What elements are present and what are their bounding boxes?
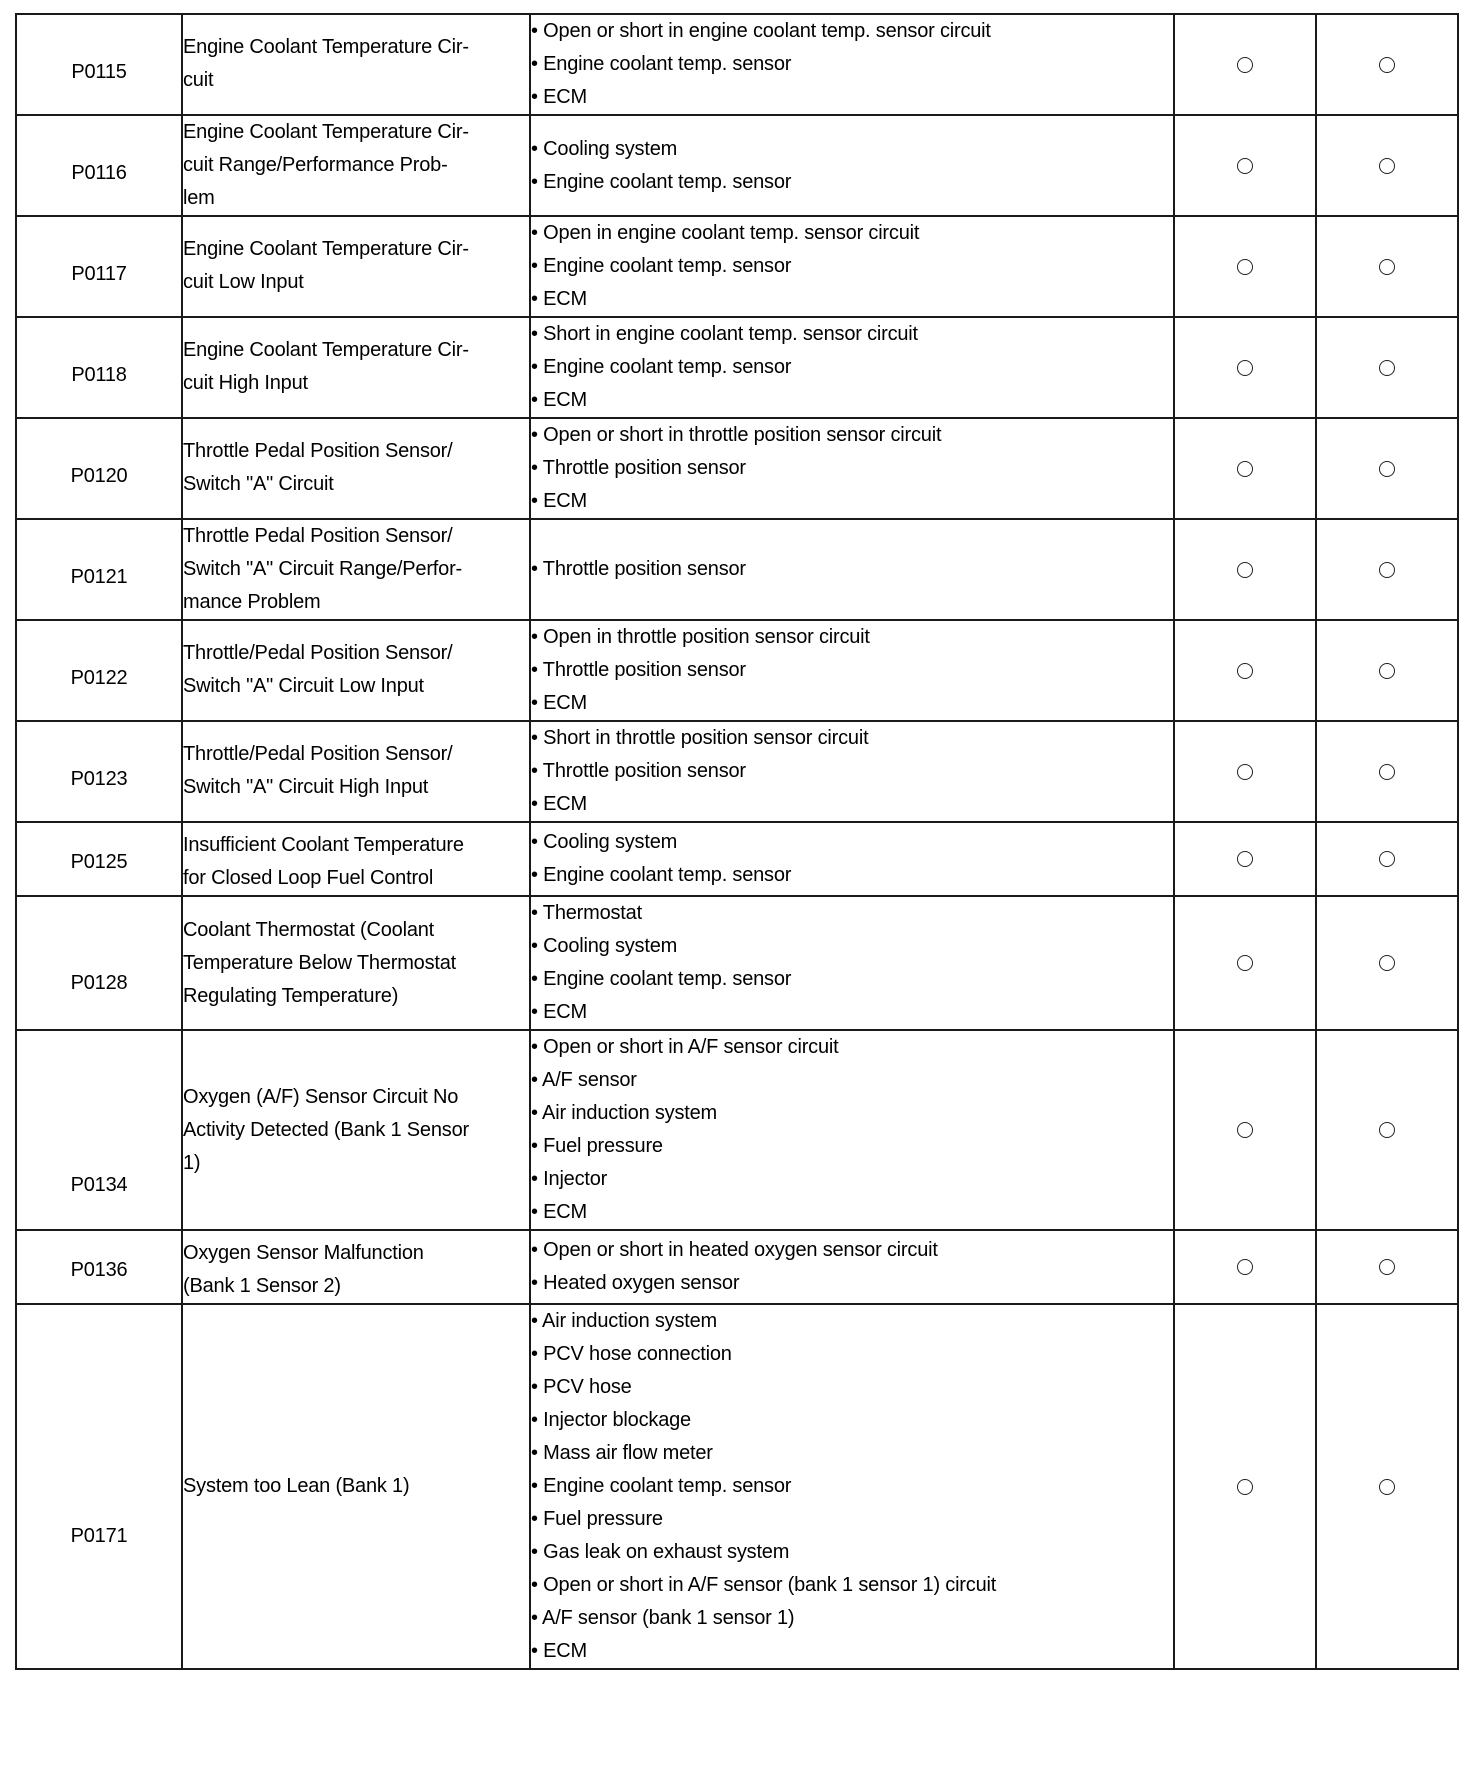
mark-column-1 — [1174, 822, 1316, 896]
mark-column-1 — [1174, 620, 1316, 721]
dtc-code-cell — [16, 418, 182, 519]
trouble-area-item: • Engine coolant temp. sensor — [531, 356, 792, 378]
mark-column-1 — [1174, 896, 1316, 1030]
trouble-area-item: • Cooling system — [531, 831, 678, 853]
dtc-code: P0136 — [70, 1258, 128, 1281]
trouble-area-item: • Injector blockage — [531, 1409, 691, 1431]
trouble-area-cell — [530, 620, 1174, 721]
dtc-code: P0134 — [70, 1173, 128, 1196]
mark-column-2 — [1316, 216, 1458, 317]
detection-item-cell — [182, 1030, 530, 1230]
dtc-code-cell — [16, 1230, 182, 1304]
trouble-area-item: • Cooling system — [531, 935, 678, 957]
table-row — [16, 418, 1458, 519]
detection-item-cell — [182, 14, 530, 115]
trouble-area-item: • Gas leak on exhaust system — [531, 1541, 790, 1563]
circle-mark-icon — [1379, 57, 1395, 73]
dtc-code-cell — [16, 1030, 182, 1230]
detection-item-cell — [182, 216, 530, 317]
trouble-area-item: • Open or short in A/F sensor circuit — [531, 1036, 839, 1058]
circle-mark-icon — [1237, 1479, 1253, 1495]
detection-item: Throttle/Pedal Position Sensor/ Switch "A" Circuit Low Input — [183, 642, 453, 697]
trouble-area-item: • Fuel pressure — [531, 1508, 663, 1530]
dtc-code: P0117 — [71, 263, 127, 285]
trouble-area-cell — [530, 1304, 1174, 1669]
table-row — [16, 317, 1458, 418]
table-row — [16, 721, 1458, 822]
circle-mark-icon — [1237, 57, 1253, 73]
dtc-code-cell — [16, 620, 182, 721]
trouble-area-item: • Fuel pressure — [531, 1135, 663, 1157]
mark-column-1 — [1174, 1030, 1316, 1230]
circle-mark-icon — [1237, 1122, 1253, 1138]
detection-item-cell — [182, 1304, 530, 1669]
dtc-code: P0118 — [71, 364, 127, 386]
mark-column-2 — [1316, 317, 1458, 418]
dtc-code: P0171 — [70, 1525, 128, 1547]
trouble-area-item: • Throttle position sensor — [531, 659, 746, 681]
dtc-table — [15, 13, 1459, 1670]
dtc-code-cell — [16, 896, 182, 1030]
trouble-area-item: • Heated oxygen sensor — [531, 1272, 740, 1294]
dtc-code-cell — [16, 216, 182, 317]
trouble-area-cell — [530, 822, 1174, 896]
trouble-area-item: • Engine coolant temp. sensor — [531, 864, 792, 886]
trouble-area-item: • Short in throttle position sensor circuit — [531, 727, 869, 749]
mark-column-2 — [1316, 1230, 1458, 1304]
mark-column-1 — [1174, 519, 1316, 620]
trouble-area-item: • Mass air flow meter — [531, 1442, 713, 1464]
trouble-area-item: • ECM — [531, 1001, 588, 1023]
mark-column-1 — [1174, 317, 1316, 418]
detection-item: Engine Coolant Temperature Cir- cuit Low Input — [183, 238, 469, 293]
detection-item-cell — [182, 1230, 530, 1304]
trouble-area-cell — [530, 1230, 1174, 1304]
detection-item: Insufficient Coolant Temperature for Closed Loop Fuel Control — [183, 834, 464, 889]
table-row — [16, 896, 1458, 1030]
dtc-code-cell — [16, 822, 182, 896]
circle-mark-icon — [1237, 158, 1253, 174]
trouble-area-item: • Short in engine coolant temp. sensor circuit — [531, 323, 918, 345]
circle-mark-icon — [1379, 259, 1395, 275]
circle-mark-icon — [1237, 562, 1253, 578]
mark-column-1 — [1174, 721, 1316, 822]
trouble-area-item: • ECM — [531, 692, 588, 714]
detection-item-cell — [182, 115, 530, 216]
dtc-code-cell — [16, 1304, 182, 1669]
mark-column-2 — [1316, 620, 1458, 721]
circle-mark-icon — [1379, 663, 1395, 679]
trouble-area-cell — [530, 1030, 1174, 1230]
dtc-code-cell — [16, 317, 182, 418]
trouble-area-item: • A/F sensor — [531, 1069, 637, 1091]
mark-column-1 — [1174, 418, 1316, 519]
trouble-area-cell — [530, 216, 1174, 317]
circle-mark-icon — [1379, 461, 1395, 477]
circle-mark-icon — [1379, 955, 1395, 971]
mark-column-1 — [1174, 1230, 1316, 1304]
table-row — [16, 14, 1458, 115]
detection-item: Throttle/Pedal Position Sensor/ Switch "A" Circuit High Input — [183, 743, 453, 798]
table-row — [16, 822, 1458, 896]
table-row — [16, 620, 1458, 721]
circle-mark-icon — [1379, 360, 1395, 376]
trouble-area-item: • Open or short in heated oxygen sensor circuit — [531, 1239, 938, 1261]
trouble-area-cell — [530, 317, 1174, 418]
table-row — [16, 1304, 1458, 1669]
detection-item-cell — [182, 317, 530, 418]
trouble-area-item: • PCV hose connection — [531, 1343, 732, 1365]
circle-mark-icon — [1379, 562, 1395, 578]
detection-item: Oxygen (A/F) Sensor Circuit No Activity Detected (Bank 1 Sensor 1) — [183, 1085, 469, 1174]
mark-column-2 — [1316, 1304, 1458, 1669]
table-row — [16, 115, 1458, 216]
trouble-area-item: • ECM — [531, 793, 588, 815]
trouble-area-item: • Engine coolant temp. sensor — [531, 53, 792, 75]
trouble-area-item: • PCV hose — [531, 1376, 632, 1398]
circle-mark-icon — [1379, 1122, 1395, 1138]
trouble-area-item: • Open or short in throttle position sensor circuit — [531, 424, 942, 446]
dtc-code: P0116 — [71, 162, 127, 184]
mark-column-1 — [1174, 1304, 1316, 1669]
detection-item-cell — [182, 896, 530, 1030]
dtc-code: P0128 — [70, 971, 128, 994]
dtc-code: P0123 — [70, 768, 128, 790]
circle-mark-icon — [1237, 851, 1253, 867]
mark-column-2 — [1316, 1030, 1458, 1230]
circle-mark-icon — [1379, 764, 1395, 780]
trouble-area-item: • Open in engine coolant temp. sensor circuit — [531, 222, 920, 244]
trouble-area-item: • ECM — [531, 490, 588, 512]
circle-mark-icon — [1379, 851, 1395, 867]
mark-column-2 — [1316, 418, 1458, 519]
detection-item: Engine Coolant Temperature Cir- cuit — [183, 36, 469, 91]
table-row — [16, 519, 1458, 620]
trouble-area-item: • Engine coolant temp. sensor — [531, 170, 792, 193]
dtc-code: P0115 — [71, 61, 127, 83]
trouble-area-cell — [530, 519, 1174, 620]
trouble-area-cell — [530, 418, 1174, 519]
dtc-code-cell — [16, 721, 182, 822]
trouble-area-cell — [530, 115, 1174, 216]
detection-item-cell — [182, 519, 530, 620]
circle-mark-icon — [1237, 1259, 1253, 1275]
circle-mark-icon — [1237, 259, 1253, 275]
trouble-area-item: • Cooling system — [531, 137, 678, 160]
mark-column-2 — [1316, 896, 1458, 1030]
trouble-area-item: • ECM — [531, 288, 588, 310]
trouble-area-item: • Air induction system — [531, 1310, 718, 1332]
table-row — [16, 1230, 1458, 1304]
dtc-table-body — [16, 14, 1458, 1669]
detection-item-cell — [182, 721, 530, 822]
trouble-area-item: • Throttle position sensor — [531, 558, 746, 580]
circle-mark-icon — [1237, 360, 1253, 376]
dtc-code-cell — [16, 519, 182, 620]
detection-item: Throttle Pedal Position Sensor/ Switch "A" Circuit Range/Perfor- mance Problem — [183, 525, 463, 613]
circle-mark-icon — [1237, 764, 1253, 780]
circle-mark-icon — [1237, 663, 1253, 679]
mark-column-2 — [1316, 519, 1458, 620]
trouble-area-item: • ECM — [531, 1201, 588, 1223]
trouble-area-item: • Throttle position sensor — [531, 457, 746, 479]
trouble-area-cell — [530, 896, 1174, 1030]
trouble-area-item: • ECM — [531, 1640, 588, 1662]
detection-item: Engine Coolant Temperature Cir- cuit High Input — [183, 339, 469, 394]
trouble-area-item: • Injector — [531, 1168, 608, 1190]
dtc-code-cell — [16, 115, 182, 216]
mark-column-2 — [1316, 721, 1458, 822]
table-row — [16, 216, 1458, 317]
trouble-area-item: • Open in throttle position sensor circuit — [531, 626, 870, 648]
mark-column-2 — [1316, 115, 1458, 216]
mark-column-2 — [1316, 14, 1458, 115]
trouble-area-cell — [530, 721, 1174, 822]
trouble-area-item: • Air induction system — [531, 1102, 718, 1124]
trouble-area-item: • Engine coolant temp. sensor — [531, 255, 792, 277]
mark-column-2 — [1316, 822, 1458, 896]
detection-item: System too Lean (Bank 1) — [183, 1475, 410, 1497]
circle-mark-icon — [1379, 158, 1395, 174]
table-row — [16, 1030, 1458, 1230]
trouble-area-item: • Engine coolant temp. sensor — [531, 968, 792, 990]
detection-item-cell — [182, 418, 530, 519]
detection-item: Throttle Pedal Position Sensor/ Switch "A" Circuit — [183, 440, 453, 495]
trouble-area-item: • Engine coolant temp. sensor — [531, 1475, 792, 1497]
circle-mark-icon — [1379, 1259, 1395, 1275]
trouble-area-item: • A/F sensor (bank 1 sensor 1) — [531, 1607, 795, 1629]
mark-column-1 — [1174, 115, 1316, 216]
trouble-area-cell — [530, 14, 1174, 115]
detection-item: Engine Coolant Temperature Cir- cuit Range/Performance Prob- lem — [183, 121, 469, 209]
trouble-area-item: • Open or short in A/F sensor (bank 1 sensor 1) circuit — [531, 1574, 997, 1596]
mark-column-1 — [1174, 14, 1316, 115]
detection-item-cell — [182, 620, 530, 721]
circle-mark-icon — [1379, 1479, 1395, 1495]
detection-item: Coolant Thermostat (Coolant Temperature Below Thermostat Regulating Temperature) — [183, 918, 457, 1007]
trouble-area-item: • Throttle position sensor — [531, 760, 746, 782]
mark-column-1 — [1174, 216, 1316, 317]
detection-item-cell — [182, 822, 530, 896]
dtc-code: P0121 — [70, 566, 128, 588]
detection-item: Oxygen Sensor Malfunction (Bank 1 Sensor 2) — [183, 1242, 424, 1297]
circle-mark-icon — [1237, 461, 1253, 477]
dtc-code-cell — [16, 14, 182, 115]
trouble-area-item: • Thermostat — [531, 902, 642, 924]
trouble-area-item: • Open or short in engine coolant temp. sensor circuit — [531, 20, 991, 42]
dtc-code: P0122 — [70, 667, 128, 689]
trouble-area-item: • ECM — [531, 86, 588, 108]
dtc-code: P0120 — [70, 465, 128, 487]
trouble-area-item: • ECM — [531, 389, 588, 411]
dtc-code: P0125 — [70, 850, 128, 873]
circle-mark-icon — [1237, 955, 1253, 971]
